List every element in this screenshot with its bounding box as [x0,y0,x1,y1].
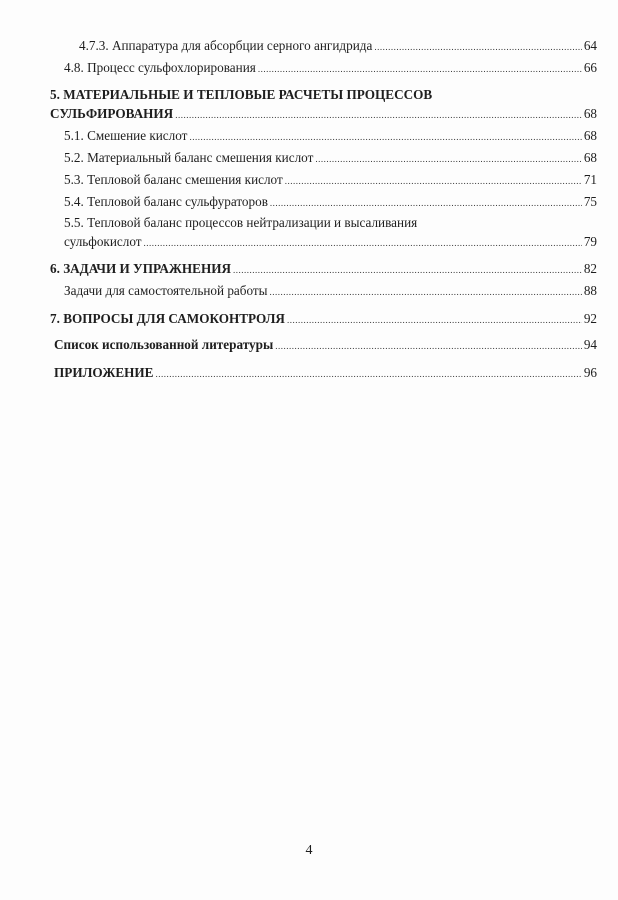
toc-entry-5-5-line1: 5.5. Тепловой баланс процессов нейтрализации и высаливания [64,215,418,230]
toc-leader [287,312,582,329]
toc-leader [374,39,582,56]
toc-entry-page: 94 [583,337,597,352]
toc-entry-title: 5.2. Материальный баланс смешения кислот [64,150,314,165]
toc-entry-title: Задачи для самостоятельной работы [64,283,268,298]
toc-entry-4-7-3 [79,37,597,56]
toc-entry-5-line1: 5. МАТЕРИАЛЬНЫЕ И ТЕПЛОВЫЕ РАСЧЕТЫ ПРОЦЕССОВ [50,87,433,102]
toc-leader [155,366,581,383]
toc-entry-5 [50,105,597,124]
page-number: 4 [305,843,313,858]
toc-entry-7 [50,310,597,329]
toc-leader [144,235,582,252]
toc-entry-title: 4.8. Процесс сульфохлорирования [64,60,256,75]
toc-entry-title: СУЛЬФИРОВАНИЯ [50,106,174,121]
toc-leader [189,129,581,146]
toc-entry-appendix [54,364,597,383]
toc-entry-page: 92 [583,311,597,326]
toc-entry-title: Список использованной литературы [54,337,274,352]
toc-leader [175,107,582,124]
toc-entry-title: 4.7.3. Аппаратура для абсорбции серного ангидрида [79,38,373,53]
toc-entry-6 [50,260,597,279]
toc-entry-page: 66 [583,60,597,75]
toc-entry-4-8 [64,59,597,78]
toc-leader [233,262,582,279]
toc-leader [315,151,581,168]
toc-entry-page: 68 [583,128,597,143]
toc-entry-page: 88 [583,283,597,298]
toc-entry-tasks [64,282,597,301]
toc-entry-5-2 [64,149,597,168]
toc-leader [285,173,582,190]
toc-entry-page: 68 [583,150,597,165]
toc-entry-page: 96 [583,365,597,380]
toc-leader [270,195,582,212]
toc-entry-page: 82 [583,261,597,276]
toc-entry-title: 6. ЗАДАЧИ И УПРАЖНЕНИЯ [50,261,232,276]
toc-entry-title: ПРИЛОЖЕНИЕ [54,365,154,380]
toc-entry-page: 68 [583,106,597,121]
toc-entry-5-3 [64,171,597,190]
toc-entry-page: 79 [583,234,597,249]
toc-entry-references [54,336,597,355]
toc-leader [270,284,582,301]
toc-entry-page: 71 [583,172,597,187]
toc-entry-title: 5.4. Тепловой баланс сульфураторов [64,194,268,209]
toc-leader [258,61,582,78]
toc-entry-page: 75 [583,194,597,209]
toc-entry-page: 64 [583,38,597,53]
toc-entry-title: 5.1. Смешение кислот [64,128,188,143]
toc-entry-5-4 [64,193,597,212]
toc-entry-5-1 [64,127,597,146]
toc-leader [275,338,582,355]
toc-entry-title: 7. ВОПРОСЫ ДЛЯ САМОКОНТРОЛЯ [50,311,285,326]
toc-entry-title: сульфокислот [64,234,142,249]
toc-entry-5-5 [64,233,597,252]
toc-entry-title: 5.3. Тепловой баланс смешения кислот [64,172,283,187]
